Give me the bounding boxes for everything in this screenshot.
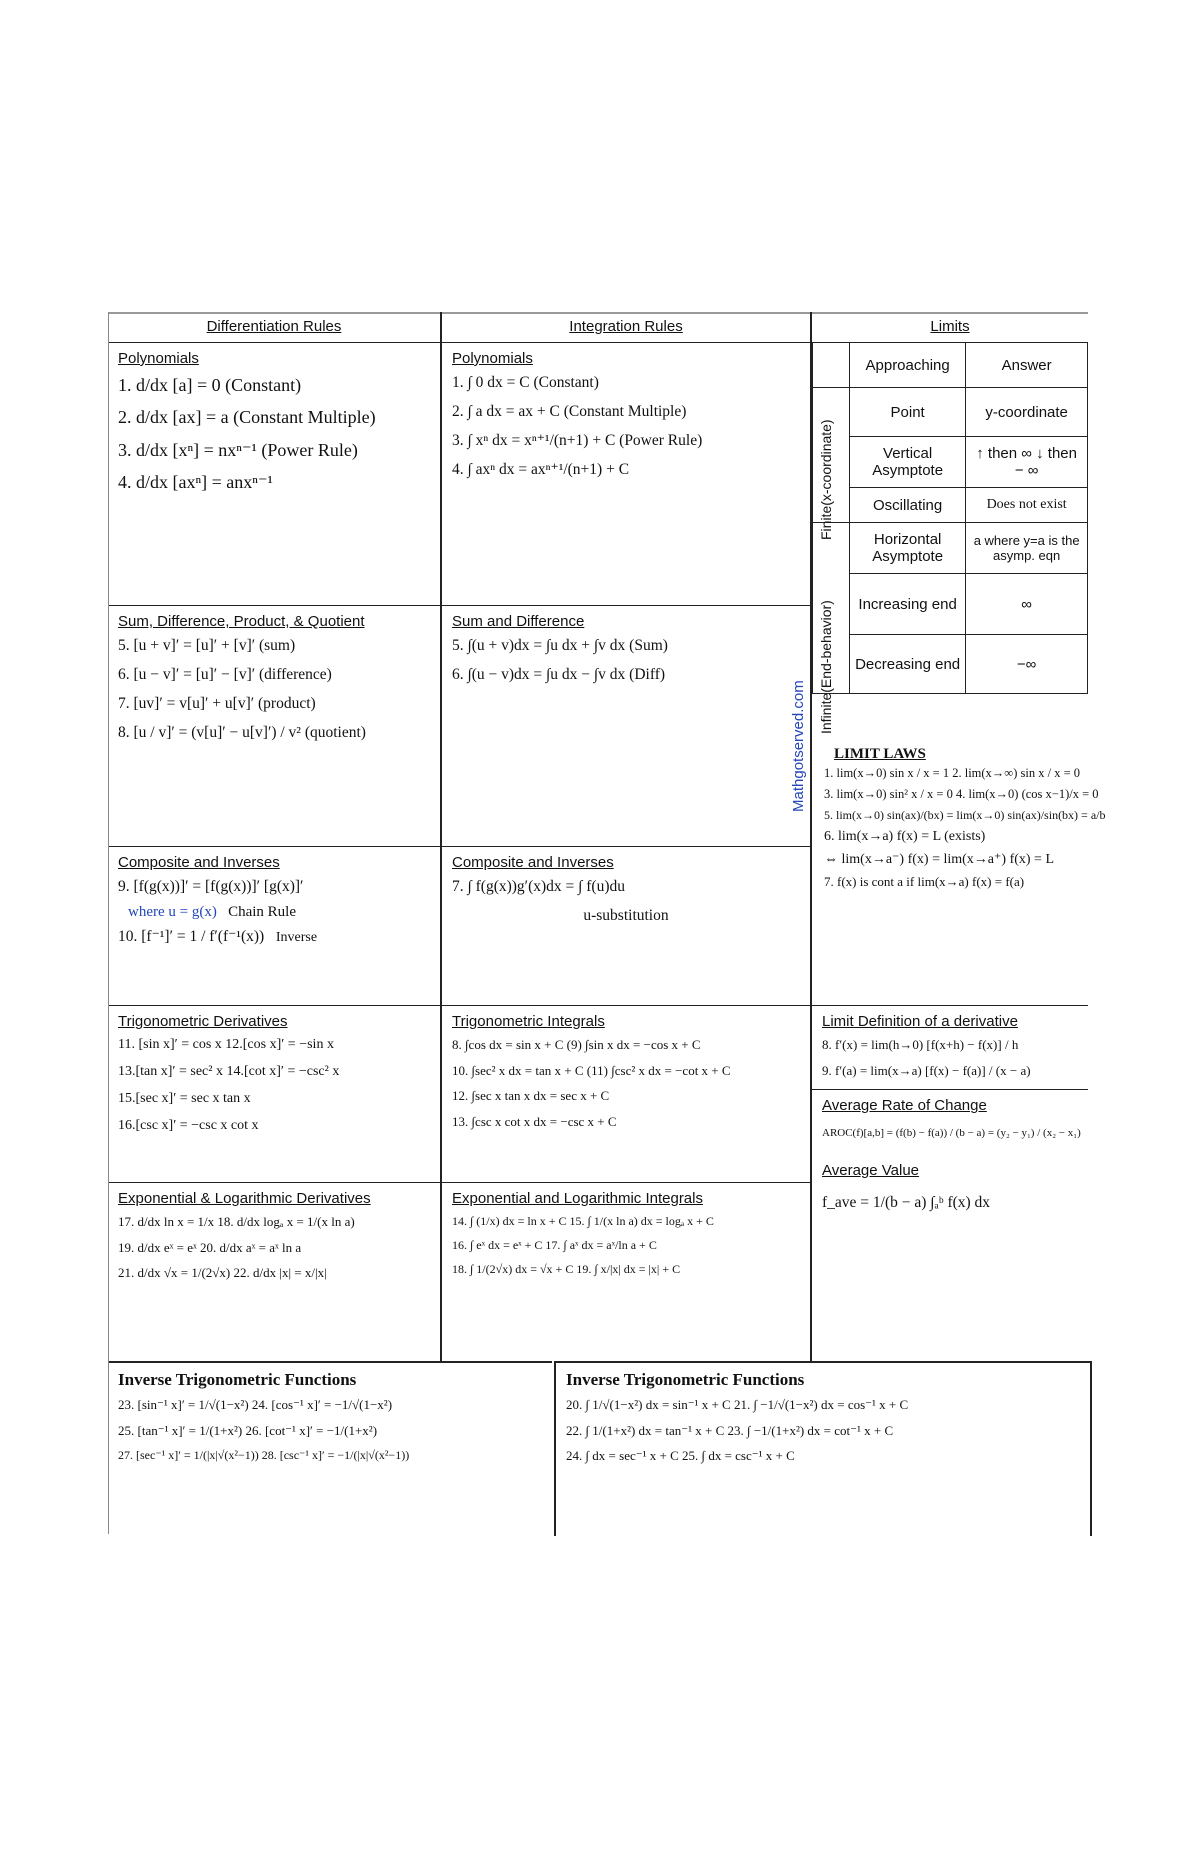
formula: 2. d/dx [ax] = a (Constant Multiple)	[118, 407, 376, 428]
formula: 5. lim(x→0) sin(ax)/(bx) = lim(x→0) sin(ax)/sin(bx) = a/b	[824, 808, 1106, 822]
inverse-formula: 10. [f⁻¹]′ = 1 / f′(f⁻¹(x))	[118, 927, 265, 945]
section-title: Polynomials	[452, 350, 533, 367]
finite-label: Finite(x-coordinate)	[818, 419, 834, 540]
integration-header: Integration Rules	[569, 318, 683, 335]
formula: 7. ∫ f(g(x))g′(x)dx = ∫ f(u)du	[452, 878, 625, 895]
table-cell	[813, 343, 850, 388]
formula: 1. d/dx [a] = 0 (Constant)	[118, 375, 302, 395]
chain-rule-label: Chain Rule	[228, 903, 297, 920]
limits-header	[812, 312, 1088, 342]
section-title: Polynomials	[118, 350, 199, 367]
integ-sumdiff-section	[442, 605, 810, 846]
formula: 13.[tan x]′ = sec² x 14.[cot x]′ = −csc² x	[118, 1063, 340, 1079]
where-note: where u = g(x)	[128, 903, 217, 920]
formula: 3. lim(x→0) sin² x / x = 0 4. lim(x→0) (cos x−1)/x = 0	[824, 787, 1099, 801]
diff-explog-section	[108, 1182, 440, 1361]
inverse-label: Inverse	[275, 929, 318, 945]
formula: 4. ∫ axⁿ dx = axⁿ⁺¹/(n+1) + C	[452, 460, 630, 478]
table-cell: ↑ then ∞ ↓ then − ∞	[966, 437, 1088, 488]
section-title: Exponential & Logarithmic Derivatives	[118, 1190, 371, 1207]
formula: 6. lim(x→a) f(x) = L (exists)	[824, 829, 986, 844]
formula: 12. ∫sec x tan x dx = sec x + C	[452, 1088, 610, 1104]
table-head-row	[813, 343, 1088, 388]
table-row	[813, 523, 1088, 574]
section-title: Composite and Inverses	[452, 854, 614, 871]
formula: AROC(f)[a,b] = (f(b) − f(a)) / (b − a) = (y₂ − y₁) / (x₂ − x₁)	[822, 1127, 1081, 1140]
integ-composite-section	[442, 846, 810, 1005]
formula: f_ave = 1/(b − a) ∫ₐᵇ f(x) dx	[822, 1193, 991, 1211]
divider-a-b	[440, 312, 442, 1361]
integ-trig-section	[442, 1005, 810, 1182]
formula: 3. ∫ xⁿ dx = xⁿ⁺¹/(n+1) + C (Power Rule)	[452, 431, 703, 449]
formula: 9. f′(a) = lim(x→a) [f(x) − f(a)] / (x − a)	[822, 1062, 1031, 1078]
formula: 18. ∫ 1/(2√x) dx = √x + C 19. ∫ x/|x| dx = |x| + C	[452, 1262, 681, 1277]
integ-invtrig-section	[554, 1361, 1092, 1536]
limit-definition-section	[812, 1005, 1088, 1362]
formula: 3. d/dx [xⁿ] = nxⁿ⁻¹ (Power Rule)	[118, 439, 358, 460]
formula: 6. ∫(u − v)dx = ∫u dx − ∫v dx (Diff)	[452, 665, 666, 683]
section-title: Average Rate of Change	[812, 1089, 1088, 1116]
table-cell: Does not exist	[966, 488, 1088, 523]
formula: 25. [tan⁻¹ x]′ = 1/(1+x²) 26. [cot⁻¹ x]′ = −1/(1+x²)	[118, 1422, 378, 1438]
table-row	[813, 488, 1088, 523]
table-row	[813, 388, 1088, 437]
table-head-cell: Answer	[966, 343, 1088, 388]
watermark: Mathgotserved.com	[790, 680, 807, 812]
table-cell: −∞	[966, 635, 1088, 694]
table-cell: Decreasing end	[850, 635, 966, 694]
section-title: Composite and Inverses	[118, 854, 280, 871]
formula: 15.[sec x]′ = sec x tan x	[118, 1090, 251, 1106]
table-cell: Increasing end	[850, 574, 966, 635]
u-substitution-label: u-substitution	[583, 906, 669, 924]
diff-composite-section	[108, 846, 440, 1005]
formula: 7. [uv]′ = v[u]′ + u[v]′ (product)	[118, 694, 316, 712]
table-cell: ∞	[966, 574, 1088, 635]
infinite-label: Infinite(End-behavior)	[818, 600, 834, 734]
section-title: Limit Definition of a derivative	[822, 1013, 1018, 1030]
section-title: Inverse Trigonometric Functions	[566, 1370, 805, 1389]
table-cell: Horizontal Asymptote	[850, 523, 966, 574]
formula: 8. f′(x) = lim(h→0) [f(x+h) − f(x)] / h	[822, 1037, 1019, 1052]
limit-laws-section	[812, 742, 1106, 1004]
integ-polynomials-section	[442, 342, 810, 605]
cheat-sheet	[108, 312, 1106, 1534]
section-title: Average Value	[822, 1161, 920, 1179]
formula: 27. [sec⁻¹ x]′ = 1/(|x|√(x²−1)) 28. [csc⁻¹ x]′ = −1/(|x|√(x²−1))	[118, 1448, 410, 1463]
note	[108, 902, 440, 923]
diff-invtrig-section	[108, 1361, 552, 1536]
formula: 4. d/dx [axⁿ] = anxⁿ⁻¹	[118, 471, 273, 492]
formula: 23. [sin⁻¹ x]′ = 1/√(1−x²) 24. [cos⁻¹ x]′ = −1/√(1−x²)	[118, 1397, 393, 1412]
table-row	[813, 574, 1088, 635]
section-title: Trigonometric Derivatives	[118, 1013, 288, 1030]
formula	[108, 923, 440, 952]
formula: 1. lim(x→0) sin x / x = 1 2. lim(x→∞) sin x / x = 0	[824, 766, 1080, 780]
formula: 2. ∫ a dx = ax + C (Constant Multiple)	[452, 402, 687, 420]
diff-trig-section	[108, 1005, 440, 1182]
formula: 14. ∫ (1/x) dx = ln x + C 15. ∫ 1/(x ln a) dx = logₐ x + C	[452, 1214, 714, 1228]
limits-column	[812, 312, 1106, 1361]
formula: 16. ∫ eˣ dx = eˣ + C 17. ∫ aˣ dx = aˣ/ln a + C	[452, 1238, 657, 1253]
section-title: LIMIT LAWS	[834, 746, 926, 762]
left-border	[108, 312, 109, 1534]
formula: 7. f(x) is cont a if lim(x→a) f(x) = f(a)	[824, 874, 1025, 889]
table-row	[813, 437, 1088, 488]
table-row	[813, 635, 1088, 694]
diff-sdpq-section	[108, 605, 440, 846]
formula: 17. d/dx ln x = 1/x 18. d/dx logₐ x = 1/(x ln a)	[118, 1214, 355, 1229]
formula: ⇔ lim(x→a⁻) f(x) = lim(x→a⁺) f(x) = L	[824, 852, 1055, 867]
table-head-cell: Approaching	[850, 343, 966, 388]
formula: 9. [f(g(x))]′ = [f(g(x))]′ [g(x)]′	[118, 878, 304, 895]
section-title: Trigonometric Integrals	[452, 1013, 605, 1030]
formula: 21. d/dx √x = 1/(2√x) 22. d/dx |x| = x/|x|	[118, 1265, 327, 1281]
formula: 16.[csc x]′ = −csc x cot x	[118, 1117, 259, 1133]
section-title: Sum and Difference	[452, 613, 585, 630]
integration-column	[442, 312, 810, 1360]
table-cell: Vertical Asymptote	[850, 437, 966, 488]
formula: 8. [u / v]′ = (v[u]′ − u[v]′) / v² (quotient)	[118, 723, 366, 741]
limits-table	[812, 342, 1088, 694]
section-title: Exponential and Logarithmic Integrals	[452, 1190, 703, 1207]
formula: 6. [u − v]′ = [u]′ − [v]′ (difference)	[118, 665, 332, 683]
table-cell: y-coordinate	[966, 388, 1088, 437]
table-cell: Oscillating	[850, 488, 966, 523]
differentiation-column	[108, 312, 440, 1534]
formula: 8. ∫cos dx = sin x + C (9) ∫sin x dx = −cos x + C	[452, 1037, 701, 1052]
formula: 20. ∫ 1/√(1−x²) dx = sin⁻¹ x + C 21. ∫ −1/√(1−x²) dx = cos⁻¹ x + C	[566, 1397, 909, 1412]
formula: 5. [u + v]′ = [u]′ + [v]′ (sum)	[118, 637, 296, 654]
differentiation-header: Differentiation Rules	[206, 318, 342, 335]
formula: 19. d/dx eˣ = eˣ 20. d/dx aˣ = aˣ ln a	[118, 1239, 302, 1255]
formula: 13. ∫csc x cot x dx = −csc x + C	[452, 1113, 617, 1129]
formula: 24. ∫ dx = sec⁻¹ x + C 25. ∫ dx = csc⁻¹ x + C	[566, 1448, 795, 1464]
formula: 22. ∫ 1/(1+x²) dx = tan⁻¹ x + C 23. ∫ −1/(1+x²) dx = cot⁻¹ x + C	[566, 1422, 894, 1438]
table-cell: a where y=a is the asymp. eqn	[966, 523, 1088, 574]
formula: 1. ∫ 0 dx = C (Constant)	[452, 374, 599, 391]
diff-polynomials-section	[108, 342, 440, 605]
table-cell: Point	[850, 388, 966, 437]
section-title: Sum, Difference, Product, & Quotient	[118, 613, 365, 630]
formula: 10. ∫sec² x dx = tan x + C (11) ∫csc² x dx = −cot x + C	[452, 1062, 731, 1078]
integ-explog-section	[442, 1182, 810, 1361]
formula: 5. ∫(u + v)dx = ∫u dx + ∫v dx (Sum)	[452, 637, 668, 654]
limits-header-text: Limits	[930, 318, 970, 335]
formula: 11. [sin x]′ = cos x 12.[cos x]′ = −sin x	[118, 1037, 334, 1052]
section-title: Inverse Trigonometric Functions	[118, 1370, 357, 1389]
